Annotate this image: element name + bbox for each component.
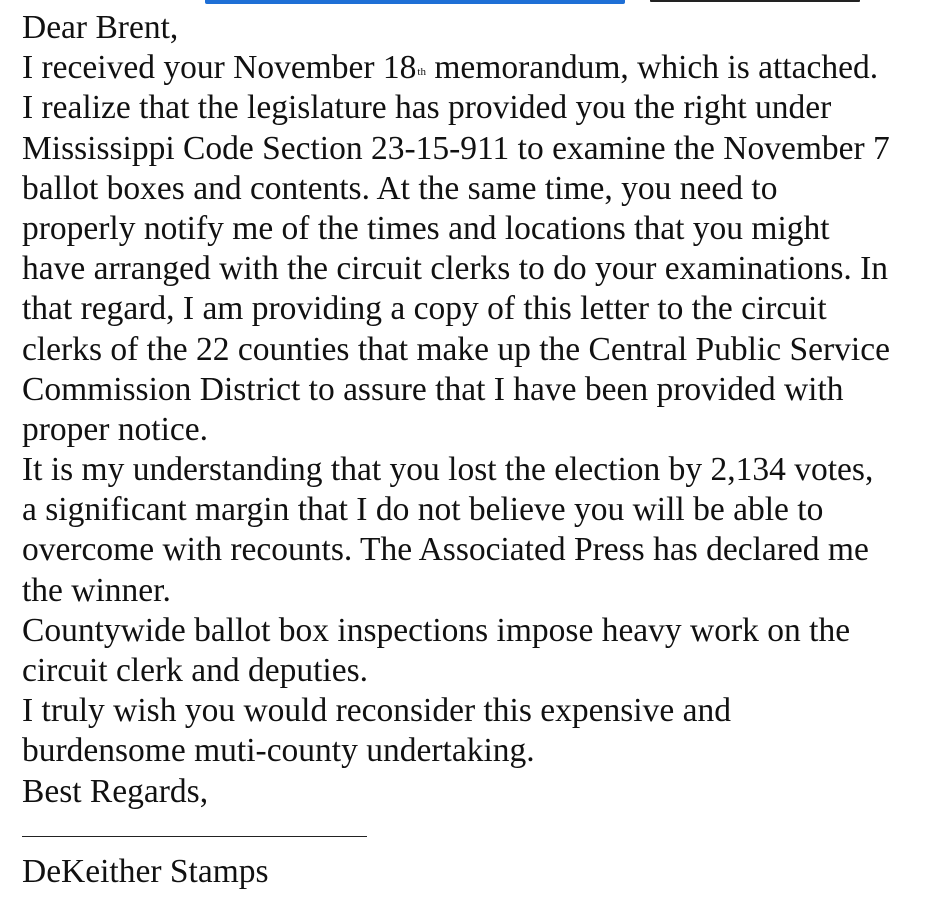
- text-segment: memorandum, which is attached.: [425, 49, 879, 87]
- paragraph-4-line-2: burdensome muti-county undertaking.: [22, 732, 535, 770]
- paragraph-2-line-4: the winner.: [22, 571, 171, 609]
- paragraph-1-line-8: clerks of the 22 counties that make up the Central Public Service: [22, 330, 890, 368]
- paragraph-2-line-2: a significant margin that I do not believe you will be able to: [22, 491, 824, 529]
- paragraph-1-line-6: have arranged with the circuit clerks to do your examinations. In: [22, 250, 889, 288]
- ordinal-suffix: th: [417, 66, 426, 79]
- paragraph-3-line-1: Countywide ballot box inspections impose heavy work on the: [22, 611, 851, 649]
- cropped-header-fragment: [0, 0, 945, 8]
- paragraph-4-line-1: I truly wish you would reconsider this expensive and: [22, 692, 731, 730]
- paragraph-1-line-3: Mississippi Code Section 23-15-911 to examine the November 7: [22, 129, 890, 167]
- paragraph-2-line-1: It is my understanding that you lost the election by 2,134 votes,: [22, 451, 874, 489]
- text-segment: I received your November 18: [22, 49, 417, 87]
- paragraph-1-line-1: [22, 48, 932, 88]
- closing: Best Regards,: [22, 772, 209, 810]
- paragraph-1-line-5: properly notify me of the times and locations that you might: [22, 209, 830, 247]
- paragraph-2-line-3: overcome with recounts. The Associated Press has declared me: [22, 531, 869, 569]
- cropped-header-text: [650, 0, 860, 2]
- salutation: Dear Brent,: [22, 9, 179, 46]
- paragraph-3-line-2: circuit clerk and deputies.: [22, 652, 369, 689]
- paragraph-1-line-7: that regard, I am providing a copy of this letter to the circuit: [22, 290, 827, 328]
- paragraph-1-line-2: I realize that the legislature has provided you the right under: [22, 89, 832, 127]
- letter-body: [22, 8, 932, 892]
- paragraph-1-line-4: ballot boxes and contents. At the same time, you need to: [22, 169, 778, 207]
- signature-line: [22, 812, 932, 852]
- signature-name: DeKeither Stamps: [22, 852, 269, 890]
- signature-rule: [22, 836, 367, 837]
- paragraph-1-line-10: proper notice.: [22, 410, 209, 448]
- paragraph-1-line-9: Commission District to assure that I have been provided with: [22, 370, 844, 408]
- cropped-email-link[interactable]: [205, 0, 625, 4]
